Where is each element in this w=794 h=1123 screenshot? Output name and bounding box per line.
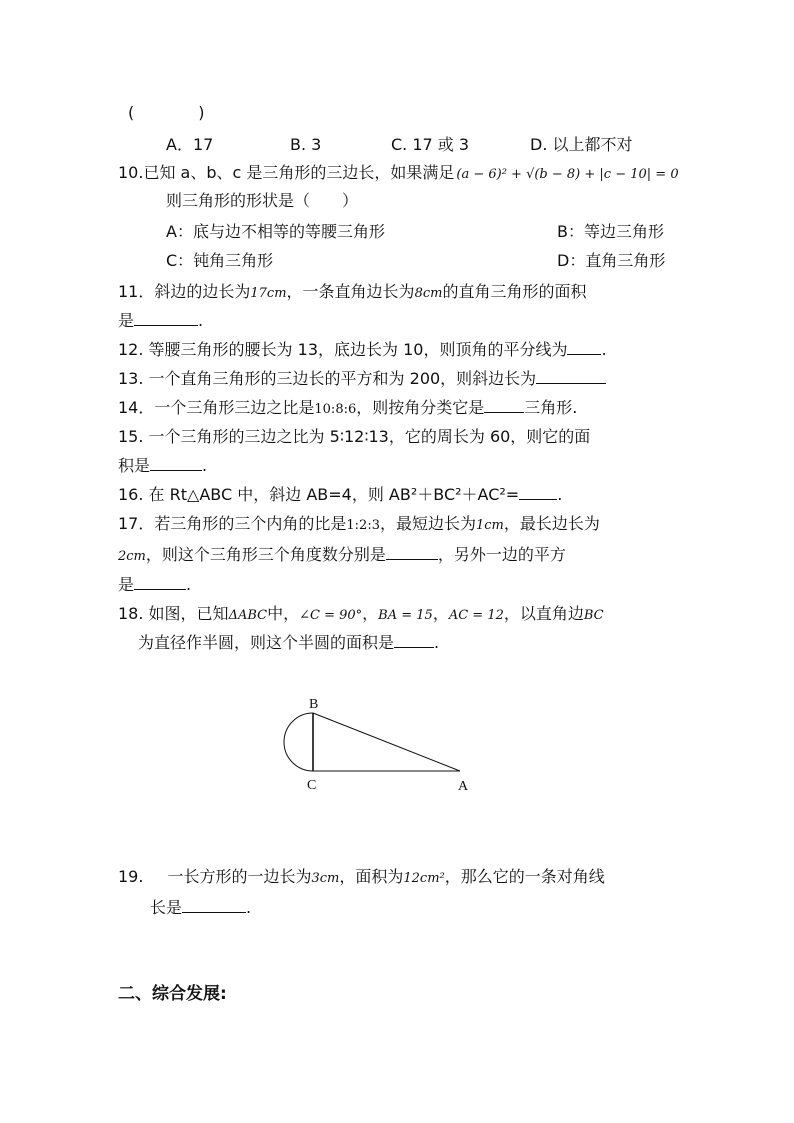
q16-answer-blank[interactable] <box>519 484 557 500</box>
q10-option-a: A：底与边不相等的等腰三角形 <box>166 222 385 241</box>
q11-hypotenuse-value: 17cm <box>250 286 287 301</box>
q12-text: 等腰三角形的腰长为 13，底边长为 10，则顶角的平分线为 <box>148 340 568 359</box>
q14-ratio: 10:8:6 <box>314 402 357 417</box>
q11-number: 11． <box>118 282 155 301</box>
q9-option-b: B. 3 <box>290 135 322 154</box>
q16-end: . <box>557 485 563 504</box>
label-b: B <box>309 697 319 712</box>
q10-formula: (a − 6)² + √(b − 8) + |c − 10| = 0 <box>456 167 679 182</box>
q12-answer-blank[interactable] <box>567 339 601 355</box>
q18-line2 <box>138 632 439 654</box>
label-a: A <box>458 779 469 794</box>
q19-end: . <box>246 898 252 917</box>
q14-text-3: 三角形. <box>524 398 578 417</box>
q17-angles-blank[interactable] <box>386 544 438 560</box>
q18-bc: BC <box>583 608 604 623</box>
q17-text-4: ，则这个三角形三个角度数分别是 <box>145 545 386 564</box>
q16-line <box>118 484 562 506</box>
q12-number: 12. <box>118 340 144 359</box>
q18-ba: BA = 15 <box>378 608 433 623</box>
q17-line3 <box>118 574 191 596</box>
q11-answer-blank[interactable] <box>134 310 198 326</box>
q11-line1 <box>118 281 586 305</box>
q13-answer-blank[interactable] <box>536 368 606 384</box>
q11-text-1: 斜边的边长为 <box>154 282 251 301</box>
q17-number: 17． <box>118 514 155 533</box>
q18-number: 18. <box>118 604 144 623</box>
q9-option-a: A．17 <box>166 135 214 154</box>
q15-text: 一个三角形的三边之比为 5∶12∶13，它的周长为 60，则它的面 <box>148 427 591 446</box>
q10-line1 <box>118 162 679 186</box>
q9-option-c: C. 17 或 3 <box>391 135 470 154</box>
q17-end: . <box>186 575 192 594</box>
q17-long-side: 2cm <box>118 549 146 564</box>
q14-number: 14． <box>118 398 155 417</box>
q11-leg-value: 8cm <box>414 286 443 301</box>
q17-text-5: ，另外一边的平方 <box>437 545 566 564</box>
q18-figure <box>270 690 490 800</box>
q13-line <box>118 368 606 390</box>
q12-end: . <box>601 340 607 359</box>
q19-side: 3cm <box>311 871 340 886</box>
q18-triangle: ΔABC <box>228 608 268 623</box>
label-c: C <box>307 778 317 793</box>
q19-line1 <box>118 866 605 890</box>
q18-text-4: 为直径作半圆，则这个半圆的面积是 <box>138 633 395 652</box>
q14-answer-blank[interactable] <box>484 397 524 413</box>
q17-short-side: 1cm <box>475 518 504 533</box>
q13-text: 一个直角三角形的三边长的平方和为 200，则斜边长为 <box>148 369 537 388</box>
q14-text-1: 一个三角形三边之比是 <box>154 398 315 417</box>
q10-line2: 则三角形的形状是（ ） <box>166 191 359 210</box>
q19-number: 19. <box>118 867 144 886</box>
q16-number: 16. <box>118 485 144 504</box>
q11-text-2: ，一条直角边长为 <box>286 282 415 301</box>
q10-option-b: B：等边三角形 <box>557 222 664 241</box>
q10-option-c: C：钝角三角形 <box>166 251 274 270</box>
q15-number: 15. <box>118 427 144 446</box>
q15-answer-blank[interactable] <box>150 455 202 471</box>
q19-line2 <box>150 897 251 919</box>
q14-line <box>118 397 577 421</box>
q18-line1: 18. 如图，已知ΔABC中，∠C = 90°，BA = 15，AC = 12，以直角边BC <box>118 604 604 623</box>
q10-option-d: D：直角三角形 <box>557 251 666 270</box>
q18-ac: AC = 12 <box>448 608 504 623</box>
segment-ba <box>313 713 460 771</box>
q11-text-4: 是 <box>118 311 135 330</box>
q17-line2 <box>118 544 566 568</box>
q17-text-1: 若三角形的三个内角的比是 <box>154 514 347 533</box>
q14-text-2: ，则按角分类它是 <box>356 398 485 417</box>
q18-answer-blank[interactable] <box>394 632 434 648</box>
q10-text: 已知 a、b、c 是三角形的三边长，如果满足 <box>143 163 455 182</box>
q18-text-2: 中， <box>267 604 300 623</box>
q19-answer-blank[interactable] <box>182 897 246 913</box>
q12-line <box>118 339 607 361</box>
q15-end: . <box>202 456 208 475</box>
q17-text-2: ，最短边长为 <box>379 514 476 533</box>
q19-area: 12cm² <box>403 871 445 886</box>
q15-line2 <box>118 455 207 477</box>
q17-ratio: 1:2:3 <box>346 518 380 533</box>
q9-paren: ( ) <box>128 103 205 122</box>
q11-line2 <box>118 310 203 332</box>
q18-end: . <box>434 633 440 652</box>
q18-text-1: 如图，已知 <box>148 604 229 623</box>
q13-number: 13. <box>118 369 144 388</box>
q19-text-3: ，那么它的一条对角线 <box>444 867 605 886</box>
q17-text-6: 是 <box>118 575 135 594</box>
q9-option-d: D. 以上都不对 <box>530 135 633 154</box>
q19-text-1: 一长方形的一边长为 <box>167 867 312 886</box>
section-heading: 二、综合发展: <box>118 984 227 1004</box>
q19-text-2: ，面积为 <box>339 867 404 886</box>
q10-number: 10. <box>118 163 144 182</box>
q16-text: 在 Rt△ABC 中，斜边 AB=4，则 AB²＋BC²＋AC²= <box>148 485 520 504</box>
q17-line1 <box>118 513 600 537</box>
q11-end: . <box>198 311 204 330</box>
q15-text-2: 积是 <box>118 456 151 475</box>
q11-text-3: 的直角三角形的面积 <box>442 282 587 301</box>
q18-angle-c: ∠C = 90° <box>299 608 363 623</box>
q18-text-3: ，以直角边 <box>503 604 584 623</box>
q17-text-3: ，最长边长为 <box>503 514 600 533</box>
semicircle <box>284 713 313 771</box>
q19-text-4: 长是 <box>150 898 183 917</box>
q15-line1 <box>118 426 590 448</box>
q17-square-blank[interactable] <box>134 574 186 590</box>
